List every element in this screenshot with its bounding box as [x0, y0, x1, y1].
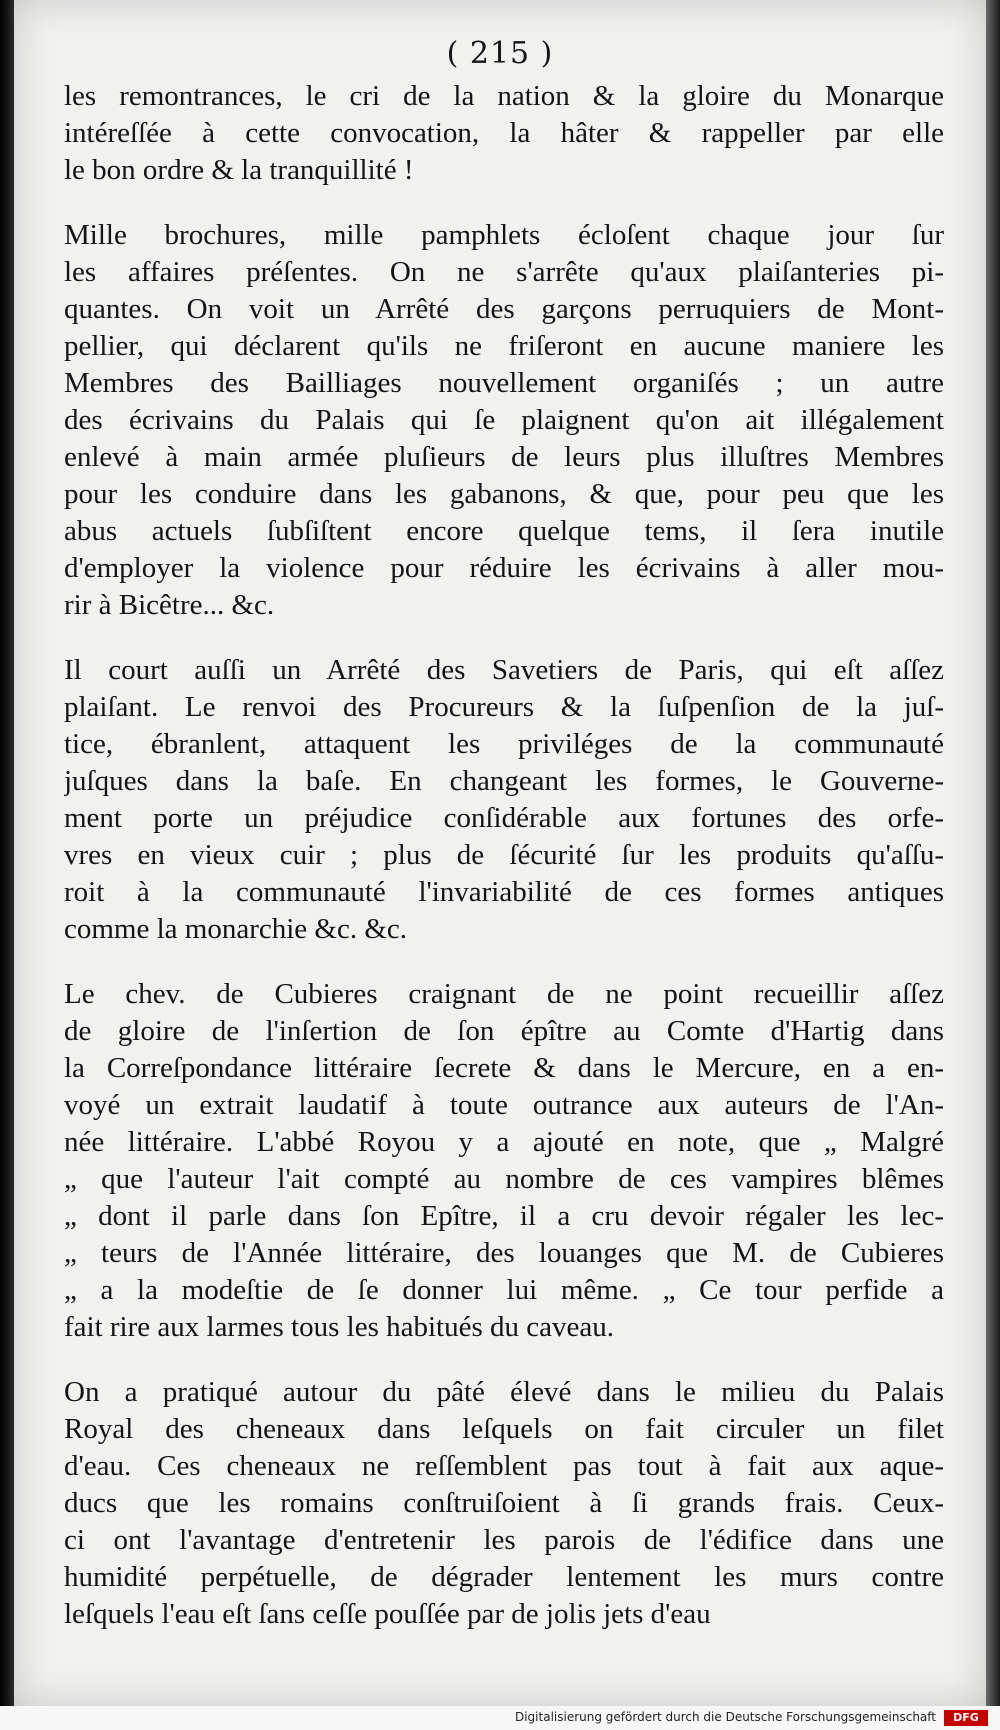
- book-page: [14, 0, 986, 1706]
- text-line: voyé un extrait laudatif à toute outrance aux auteurs de l'An-: [64, 1089, 944, 1121]
- text-line: comme la monarchie &c. &c.: [64, 913, 408, 945]
- paragraph: [64, 976, 944, 1346]
- paragraph: [64, 652, 944, 948]
- text-line: vres en vieux cuir ; plus de ſécurité ſur les produits qu'aſſu-: [64, 839, 944, 871]
- text-line: Royal des cheneaux dans leſquels on fait circuler un filet: [64, 1413, 944, 1445]
- page-edge-shadow: [986, 0, 1000, 1730]
- text-line: quantes. On voit un Arrêté des garçons perruquiers de Mont-: [64, 293, 944, 325]
- text-line: pellier, qui déclarent qu'ils ne friſeront en aucune maniere les: [64, 330, 944, 362]
- text-line: ducs que les romains conſtruiſoient à ſi grands frais. Ceux-: [64, 1487, 944, 1519]
- text-line: Il court auſſi un Arrêté des Savetiers de Paris, qui eſt aſſez: [64, 654, 944, 686]
- text-line: On a pratiqué autour du pâté élevé dans le milieu du Palais: [64, 1376, 944, 1408]
- text-line: „ dont il parle dans ſon Epître, il a cru devoir régaler les lec-: [64, 1200, 944, 1232]
- text-line: rir à Bicêtre... &c.: [64, 589, 275, 621]
- text-line: de gloire de l'inſertion de ſon épître au Comte d'Hartig dans: [64, 1015, 944, 1047]
- text-line: „ a la modeſtie de ſe donner lui même. „ Ce tour perfide a: [64, 1274, 944, 1306]
- text-line: d'eau. Ces cheneaux ne reſſemblent pas tout à fait aux aque-: [64, 1450, 944, 1482]
- text-line: le bon ordre & la tranquillité !: [64, 154, 414, 186]
- text-line: leſquels l'eau eſt ſans ceſſe pouſſée par de jolis jets d'eau: [64, 1598, 711, 1630]
- paragraph: [64, 217, 944, 624]
- text-line: abus actuels ſubſiſtent encore quelque tems, il ſera inutile: [64, 515, 944, 547]
- book-spine-shadow: [0, 0, 14, 1730]
- text-line: enlevé à main armée pluſieurs de leurs plus illuſtres Membres: [64, 441, 944, 473]
- text-line: Mille brochures, mille pamphlets écloſent chaque jour ſur: [64, 219, 944, 251]
- text-line: tice, ébranlent, attaquent les priviléges de la communauté: [64, 728, 944, 760]
- text-line: intéreſſée à cette convocation, la hâter & rappeller par elle: [64, 117, 944, 149]
- dfg-logo: DFG: [944, 1710, 988, 1726]
- text-line: d'employer la violence pour réduire les écrivains à aller mou-: [64, 552, 944, 584]
- digitization-footer: [0, 1706, 1000, 1730]
- text-line: pour les conduire dans les gabanons, & que, pour peu que les: [64, 478, 944, 510]
- text-line: fait rire aux larmes tous les habitués du caveau.: [64, 1311, 614, 1343]
- text-line: ci ont l'avantage d'entretenir les parois de l'édifice dans une: [64, 1524, 944, 1556]
- text-line: humidité perpétuelle, de dégrader lentement les murs contre: [64, 1561, 944, 1593]
- text-line: les affaires préſentes. On ne s'arrête qu'aux plaiſanteries pi-: [64, 256, 944, 288]
- text-line: plaiſant. Le renvoi des Procureurs & la ſuſpenſion de la juſ-: [64, 691, 944, 723]
- page-number: ( 215 ): [446, 36, 554, 71]
- text-line: juſques dans la baſe. En changeant les formes, le Gouverne-: [64, 765, 944, 797]
- text-line: roit à la communauté l'invariabilité de ces formes antiques: [64, 876, 944, 908]
- paragraph: [64, 1374, 944, 1633]
- text-line: ment porte un préjudice conſidérable aux fortunes des orfe-: [64, 802, 944, 834]
- funding-credit: Digitalisierung gefördert durch die Deutsche Forschungsgemeinschaft: [514, 1710, 936, 1724]
- text-line: les remontrances, le cri de la nation & la gloire du Monarque: [64, 80, 944, 112]
- text-line: Membres des Bailliages nouvellement organiſés ; un autre: [64, 367, 944, 399]
- text-line: „ teurs de l'Année littéraire, des louanges que M. de Cubieres: [64, 1237, 944, 1269]
- text-line: née littéraire. L'abbé Royou y a ajouté en note, que „ Malgré: [64, 1126, 944, 1158]
- text-line: la Correſpondance littéraire ſecrete & dans le Mercure, en a en-: [64, 1052, 944, 1084]
- text-line: des écrivains du Palais qui ſe plaignent qu'on ait illégalement: [64, 404, 944, 436]
- text-line: „ que l'auteur l'ait compté au nombre de ces vampires blêmes: [64, 1163, 944, 1195]
- page-text: [64, 78, 944, 1661]
- text-line: Le chev. de Cubieres craignant de ne point recueillir aſſez: [64, 978, 944, 1010]
- paragraph: [64, 78, 944, 189]
